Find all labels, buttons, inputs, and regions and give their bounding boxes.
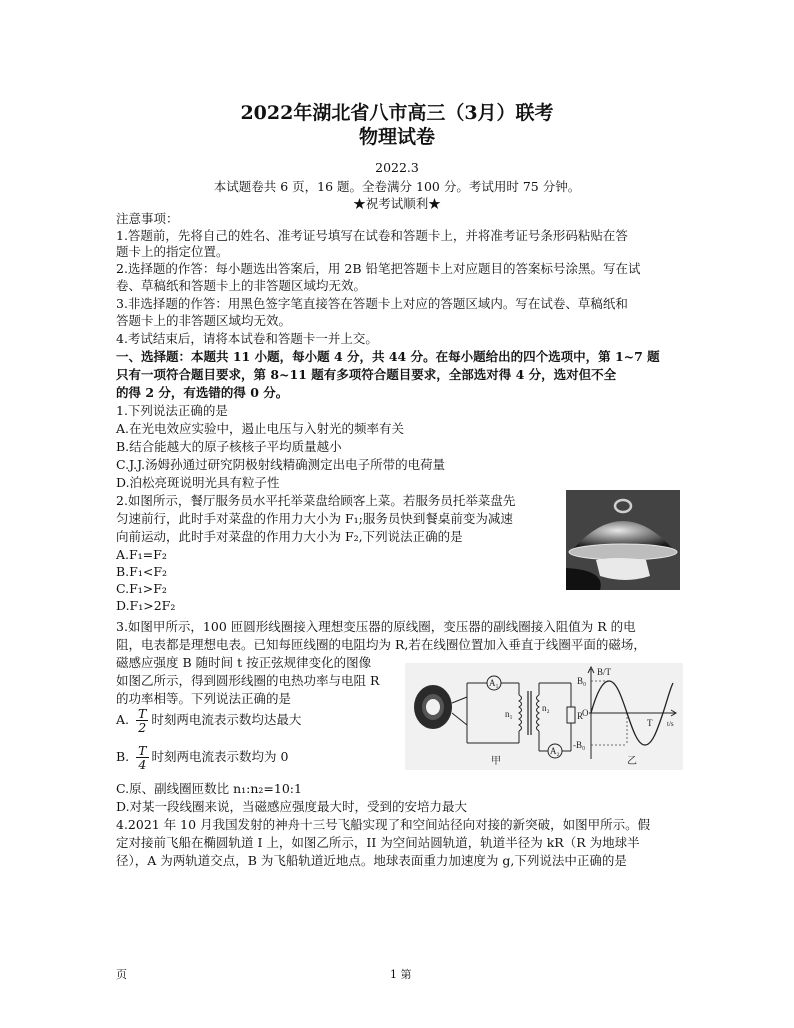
note-3b: 答题卡上的非答题区域均无效。 <box>116 313 292 328</box>
q3-stem-4: 如图乙所示，得到圆形线圈的电热功率与电阻 R <box>116 673 380 688</box>
q1-option-b: B.结合能越大的原子核核子平均质量越小 <box>116 439 342 454</box>
resistor-r <box>567 707 575 723</box>
section-heading-2: 只有一项符合题目要求，第 8~11 题有多项符合题目要求，全部选对得 4 分，选对但不全 <box>116 367 617 382</box>
q1-stem: 1.下列说法正确的是 <box>116 403 228 418</box>
q3-stem-5: 的功率相等。下列说法正确的是 <box>116 691 292 706</box>
period-label: T <box>647 718 653 728</box>
origin-label: O <box>582 708 589 718</box>
figure-yi-label: 乙 <box>627 756 637 767</box>
q1-option-c: C.J.J.汤姆孙通过研究阴极射线精确测定出电子所带的电荷量 <box>116 457 446 472</box>
waiter-tray-photo <box>566 490 680 590</box>
q3-stem-3: 磁感应强度 B 随时间 t 按正弦规律变化的图像 <box>116 655 372 670</box>
note-2b: 卷、草稿纸和答题卡上的非答题区域均无效。 <box>116 278 367 293</box>
q3-option-d: D.对某一段线圈来说，当磁感应强度最大时，受到的安培力最大 <box>116 799 468 814</box>
q2-option-b: B.F₁<F₂ <box>116 564 168 579</box>
q3-stem-1: 3.如图甲所示，100 匝圆形线圈接入理想变压器的原线圈，变压器的副线圈接入阻值为 R 的电 <box>116 619 636 634</box>
section-heading-3: 的得 2 分，有选错的得 0 分。 <box>116 385 289 400</box>
q2-stem-3: 向前运动，此时手对菜盘的作用力大小为 F₂,下列说法正确的是 <box>116 529 463 544</box>
footer-left: 页 <box>116 968 127 981</box>
note-1b: 题卡上的指定位置。 <box>116 244 229 259</box>
q3-figure <box>405 663 683 770</box>
notes-heading: 注意事项： <box>116 211 179 226</box>
exam-date: 2022.3 <box>375 160 419 175</box>
page-number: 1 第 <box>390 968 412 981</box>
q4-stem-3: 径），A 为两轨道交点，B 为飞船轨道近地点。地球表面重力加速度为 g,下列说法中正确的是 <box>116 853 627 868</box>
q2-option-d: D.F₁>2F₂ <box>116 598 176 613</box>
t-axis-label: t/s <box>667 720 674 728</box>
q2-option-c: C.F₁>F₂ <box>116 581 167 596</box>
q3-option-c: C.原、副线圈匝数比 n₁:n₂=10:1 <box>116 781 302 796</box>
q4-stem-1: 4.2021 年 10 月我国发射的神舟十三号飞船实现了和空间站径向对接的新突破，如图甲所示。假 <box>116 817 651 832</box>
neg-b0-label: -B₀ <box>573 740 586 750</box>
resistor-label: R <box>577 711 584 721</box>
q2-option-a: A.F₁=F₂ <box>116 547 167 562</box>
secondary-turns-label: n₂ <box>542 703 550 713</box>
q1-option-a: A.在光电效应实验中，遏止电压与入射光的频率有关 <box>116 421 405 436</box>
note-2a: 2.选择题的作答：每小题选出答案后，用 2B 铅笔把答题卡上对应题目的答案标号涂黑。写在试 <box>116 261 641 276</box>
svg-text:A₂: A₂ <box>550 746 560 756</box>
q3-option-a: A. $\frac{T}{2}$ 时刻两电流表示数均达最大 <box>116 706 302 735</box>
q2-stem-2: 匀速前行，此时手对菜盘的作用力大小为 F₁;服务员快到餐桌前变为减速 <box>116 511 513 526</box>
note-3a: 3.非选择题的作答：用黑色签字笔直接答在答题卡上对应的答题区域内。写在试卷、草稿纸和 <box>116 296 628 311</box>
exam-subtitle: 物理试卷 <box>358 126 435 148</box>
ammeter-a1 <box>487 676 501 690</box>
q1-option-d: D.泊松亮斑说明光具有粒子性 <box>116 475 280 490</box>
exam-info: 本试题卷共 6 页，16 题。全卷满分 100 分。考试用时 75 分钟。 <box>213 179 581 194</box>
svg-text:A₁: A₁ <box>489 678 499 688</box>
section-heading-1: 一、选择题：本题共 11 小题，每小题 4 分，共 44 分。在每小题给出的四个选项中，第 1~7 题 <box>116 349 660 364</box>
exam-wish: ★祝考试顺利★ <box>353 196 441 211</box>
circular-coil <box>414 685 452 729</box>
fraction-t-over-4: $\frac{T}{4}$ <box>138 743 147 772</box>
exam-title: 2022年湖北省八市高三（3月）联考 <box>240 102 554 124</box>
ammeter-a2 <box>548 744 562 758</box>
q3-stem-2: 阻，电表都是理想电表。已知每匝线圈的电阻均为 R,若在线圈位置加入垂直于线圈平面的磁场， <box>116 637 646 652</box>
q2-stem-1: 2.如图所示，餐厅服务员水平托举菜盘给顾客上菜。若服务员托举菜盘先 <box>116 493 516 508</box>
b-axis-label: B/T <box>597 667 612 677</box>
q3-option-b: B. $\frac{T}{4}$ 时刻两电流表示数均为 0 <box>116 743 289 772</box>
b0-label: B₀ <box>577 676 587 686</box>
note-1a: 1.答题前，先将自己的姓名、准考证号填写在试卷和答题卡上，并将准考证号条形码粘贴在答 <box>116 228 628 243</box>
q4-stem-2: 定对接前飞船在椭圆轨道 I 上，如图乙所示，II 为空间站圆轨道，轨道半径为 kR（R 为地球半 <box>116 835 640 850</box>
note-4: 4.考试结束后，请将本试卷和答题卡一并上交。 <box>116 331 378 346</box>
figure-jia-label: 甲 <box>491 756 501 767</box>
fraction-t-over-2: $\frac{T}{2}$ <box>138 706 147 735</box>
primary-turns-label: n₁ <box>505 709 513 719</box>
